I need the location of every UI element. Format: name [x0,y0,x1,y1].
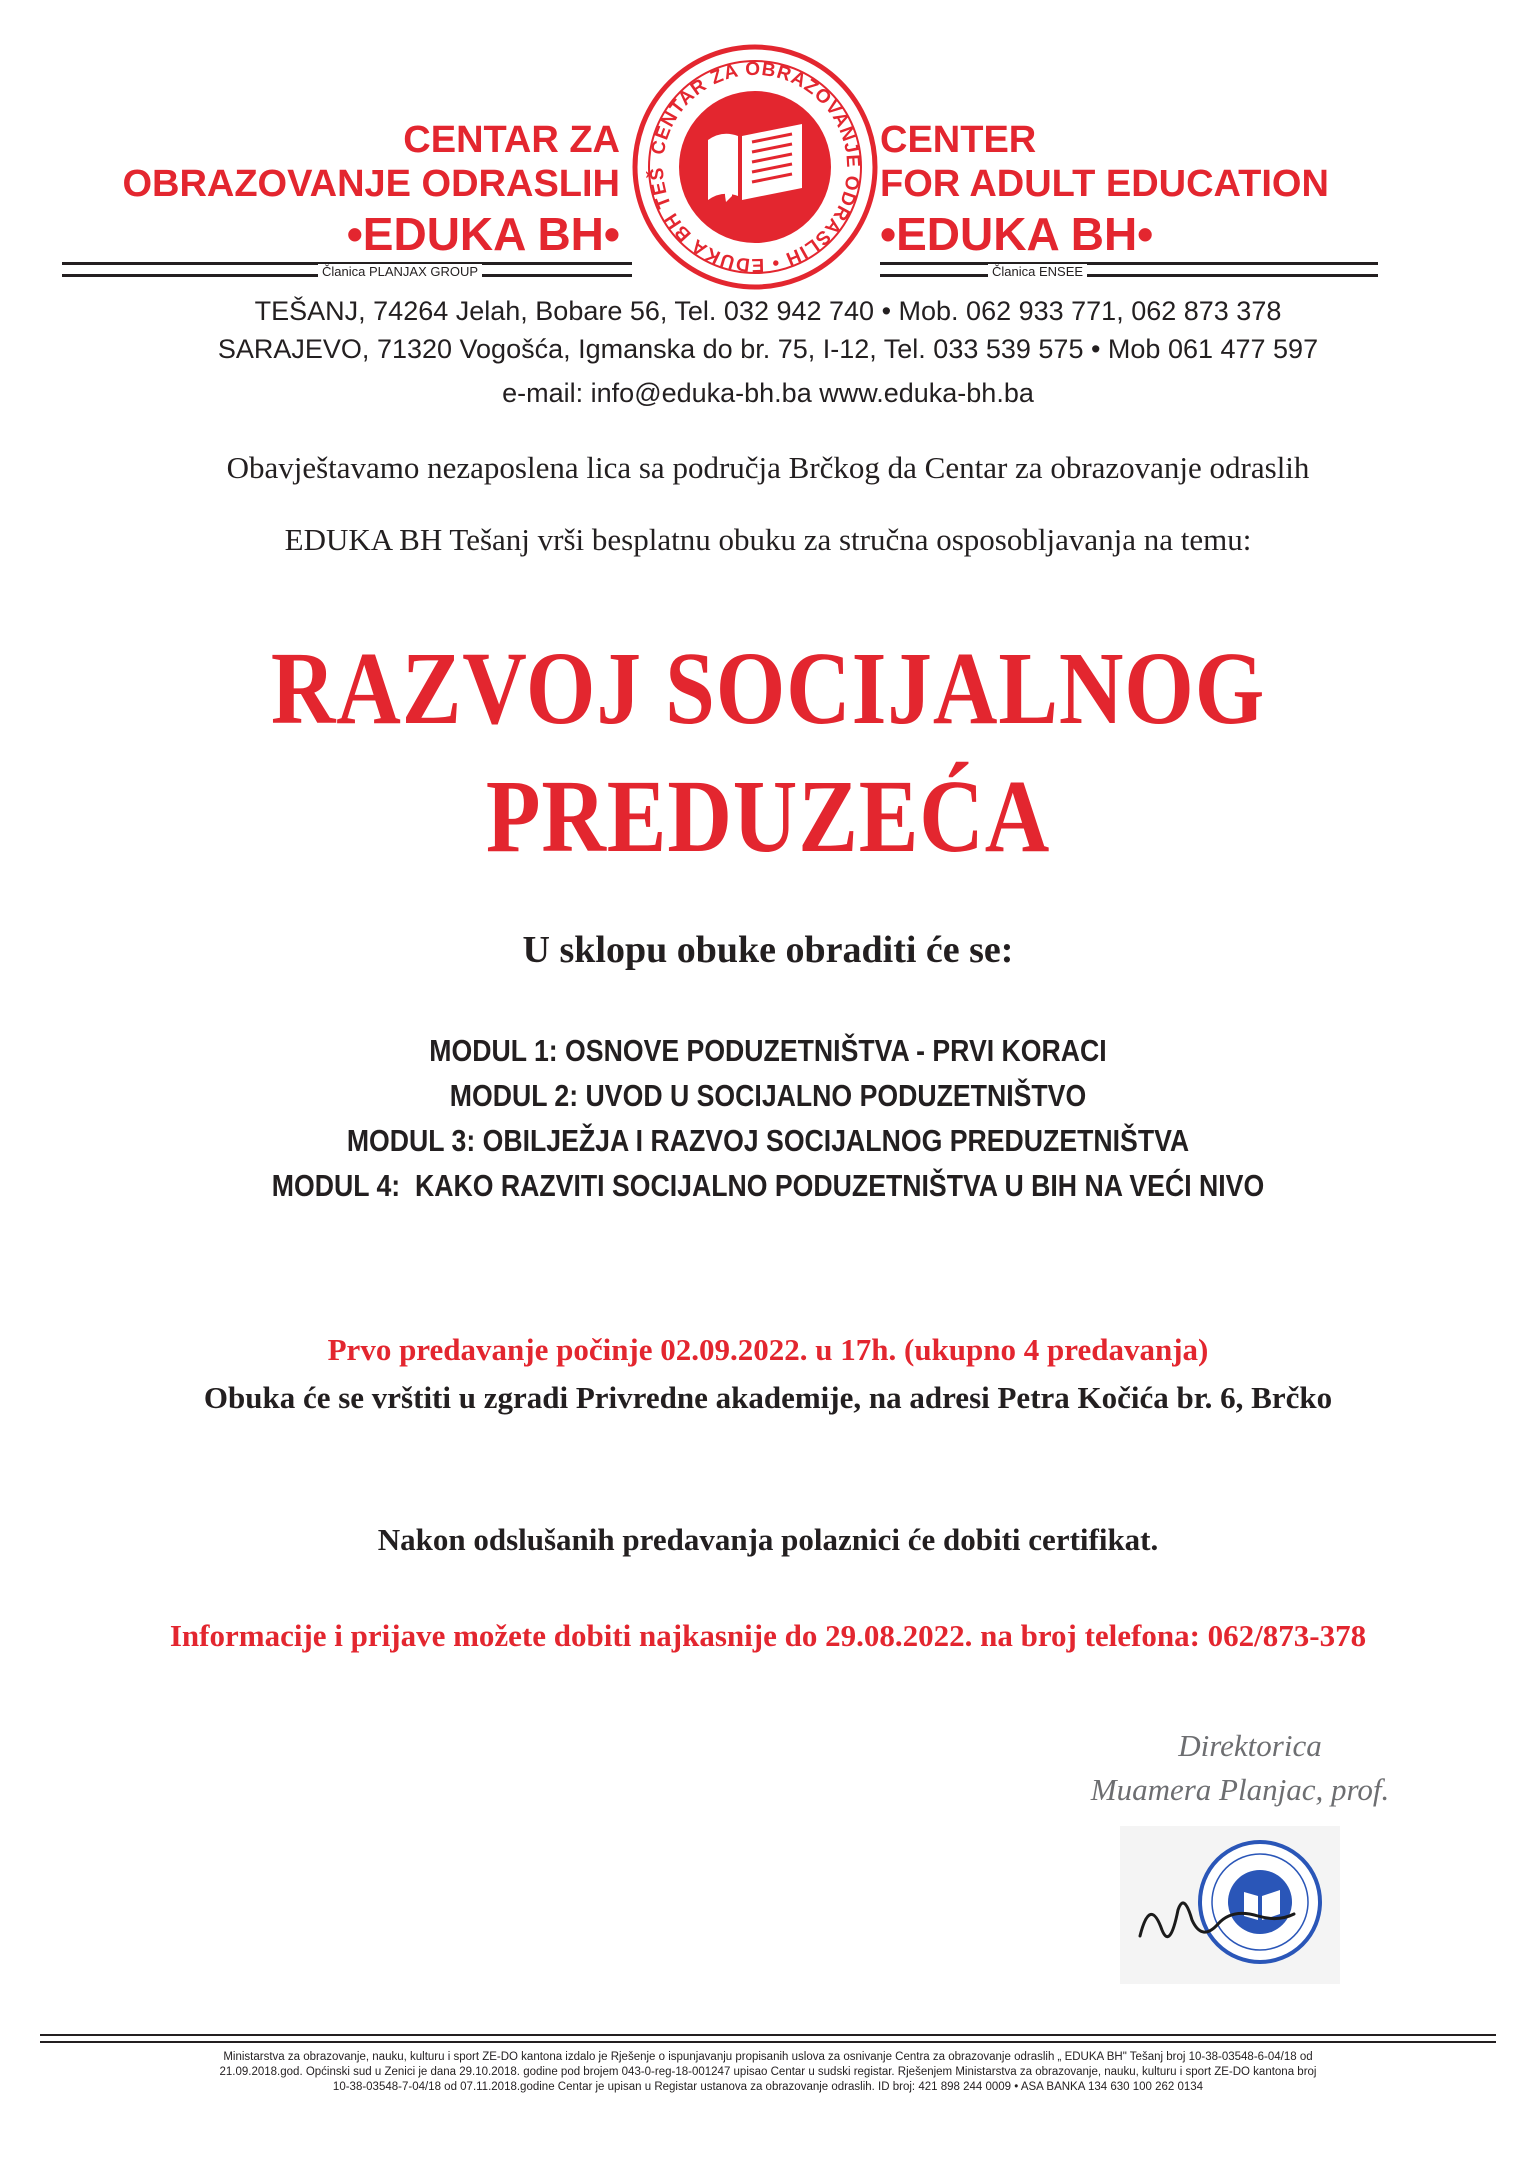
training-location: Obuka će se vrštiti u zgradi Privredne akademije, na adresi Petra Kočića br. 6, Brčko [203,1380,1333,1415]
contact-line-2: SARAJEVO, 71320 Vogošća, Igmanska do br. 75, I-12, Tel. 033 539 575 • Mob 061 477 597 [217,334,1319,364]
svg-text:CENTAR ZA OBRAZOVANJE ODRASLIH: CENTAR ZA OBRAZOVANJE ODRASLIH • EDUKA BH TEŠ [646,58,864,276]
module-item-3: MODUL 3: OBILJEŽJA I RAZVOJ SOCIJALNOG PREDUZETNIŠTVA [346,1123,1190,1158]
header-left-block [60,118,620,262]
module-item-4: MODUL 4: KAKO RAZVITI SOCIJALNO PODUZETNIŠTVA U BIH NA VEĆI NIVO [271,1168,1265,1203]
signature-role: Direktorica [1178,1728,1322,1763]
module-list [108,1028,1429,1208]
intro-line-2: EDUKA BH Tešanj vrši besplatnu obuku za stručna osposobljavanja na temu: [284,522,1252,557]
main-title-line-1: RAZVOJ SOCIJALNOG [270,631,1266,746]
registration-info: Informacije i prijave možete dobiti najkasnije do 29.08.2022. na broj telefona: 062/873-378 [169,1618,1367,1653]
header-right-line2: FOR ADULT EDUCATION [880,163,1329,205]
header-left-member: Članica PLANJAX GROUP [318,264,482,279]
certificate-notice: Nakon odslušanih predavanja polaznici će dobiti certifikat. [377,1522,1159,1557]
stamp-signature-icon [1120,1826,1340,1984]
first-lecture-notice: Prvo predavanje počinje 02.09.2022. u 17h. (ukupno 4 predavanja) [327,1332,1209,1367]
seal-logo-icon [630,42,880,292]
signature-name: Muamera Planjac, prof. [1090,1772,1390,1807]
seal-logo [630,42,880,292]
signature-stamp [1120,1826,1340,1984]
header-right-line1: CENTER [880,119,1037,161]
footer-line-3: 10-38-03548-7-04/18 od 07.11.2018.godine Centar je upisan u Registar ustanova za obrazovanje odraslih. ID broj: 421 898 244 0009 • ASA BANKA 134 630 100 262 0134 [332,2081,1204,2093]
header-right-member: Članica ENSEE [988,264,1087,279]
header-left-line1: CENTAR ZA [403,119,620,161]
header-left-line2: OBRAZOVANJE ODRASLIH [122,163,620,205]
topics-subtitle: U sklopu obuke obraditi će se: [522,929,1014,971]
main-title-line-2: PREDUZEĆA [485,759,1051,874]
footer-legal-text [40,2050,1496,2095]
contact-line-3: e-mail: info@eduka-bh.ba www.eduka-bh.ba [502,378,1034,408]
module-item-2: MODUL 2: UVOD U SOCIJALNO PODUZETNIŠTVO [449,1078,1087,1113]
intro-line-1: Obavještavamo nezaposlena lica sa područja Brčkog da Centar za obrazovanje odraslih [226,450,1310,485]
header-right-block [880,118,1420,262]
header-left-brand: •EDUKA BH• [346,208,620,260]
module-item-1: MODUL 1: OSNOVE PODUZETNIŠTVA - PRVI KORACI [429,1033,1107,1068]
footer-divider [40,2034,1496,2043]
header-right-brand: •EDUKA BH• [880,208,1154,260]
contact-line-1: TEŠANJ, 74264 Jelah, Bobare 56, Tel. 032 942 740 • Mob. 062 933 771, 062 873 378 [254,296,1282,326]
header-right-divider [880,262,1378,277]
footer-line-2: 21.09.2018.god. Općinski sud u Zenici je dana 29.10.2018. godine pod brojem 043-0-reg-18-001247 upisao Centar u sudski registar. Rješenjem Ministarstva za obrazovanje, nauku, kulturu i sport ZE-DO kantona broj [219,2066,1317,2078]
footer-line-1: Ministarstva za obrazovanje, nauku, kulturu i sport ZE-DO kantona izdalo je Rješenje o ispunjavanju propisanih uslova za osnivanje Centra za obrazovanje odraslih „ EDUKA BH" Tešanj broj 10-38-03548-6-04/18 od [223,2051,1313,2063]
